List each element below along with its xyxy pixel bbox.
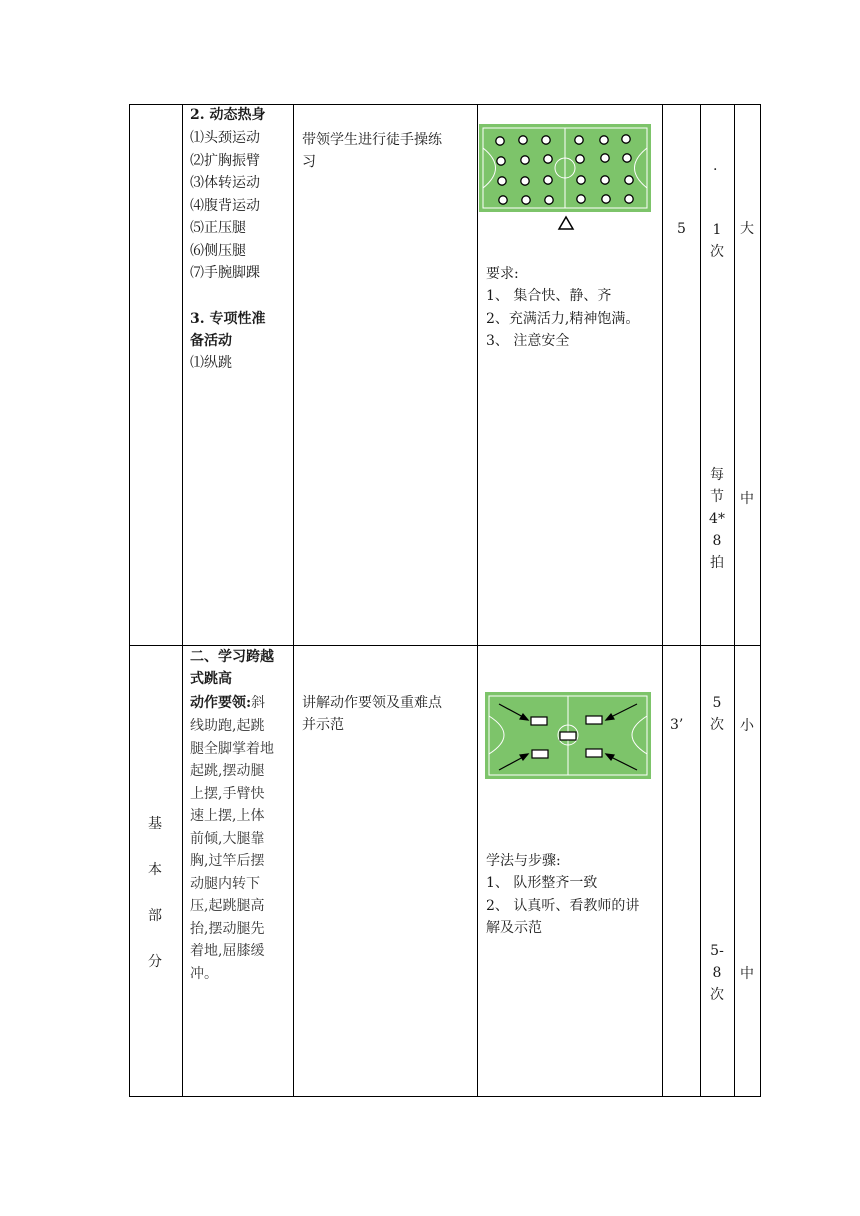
teacher-activity-line: 讲解动作要领及重难点 [302, 695, 442, 711]
key-points-line-1 [190, 692, 265, 715]
special-prep-heading-b: 备活动 [190, 333, 232, 349]
key-points-label: 动作要领: [190, 695, 252, 711]
teacher-activity-line: 并示范 [302, 717, 344, 733]
warmup-item: ⑵扩胸振臂 [190, 152, 260, 169]
col-border-1 [182, 104, 183, 1097]
time-value: 3’ [670, 717, 684, 733]
lesson-heading-b: 式跳高 [190, 671, 232, 687]
table-bottom-border [129, 1096, 761, 1097]
col-border-7 [760, 104, 761, 1097]
warmup-heading: 2. 动态热身 [190, 107, 266, 123]
warmup-item: ⑸正压腿 [190, 220, 246, 236]
special-prep-heading-a: 3. 专项性准 [190, 311, 266, 327]
special-prep-item: ⑴纵跳 [190, 355, 232, 371]
lesson-heading-a: 二、学习跨越 [190, 649, 274, 665]
teacher-activity-line: 带领学生进行徒手操练 [302, 132, 442, 148]
count-b: 每 节 4* 8 拍 [709, 467, 725, 571]
count-a: 1 次 [710, 222, 724, 260]
warmup-item: ⑴头颈运动 [190, 130, 260, 146]
col-border-0 [129, 104, 130, 1097]
method-item: 解及示范 [486, 920, 542, 936]
student-requirement-list [486, 285, 639, 353]
requirement-item: 3、 注意安全 [486, 333, 570, 349]
count-dot: . [713, 158, 718, 174]
teacher-triangle-icon [559, 217, 573, 229]
intensity-a: 小 [740, 718, 754, 734]
section-label: 基 本 部 分 [148, 816, 162, 970]
requirement-item: 2、充满活力,精神饱满。 [486, 310, 640, 327]
col-border-2 [293, 104, 294, 1097]
warmup-formation-diagram [478, 123, 652, 233]
method-item: 1、 队形整齐一致 [486, 875, 598, 891]
key-points-list: 线助跑,起跳 腿全脚掌着地 起跳,摆动腿 上摆,手臂快 速上摆,上体 前倾,大腿靠 胸,过竿后摆 动腿内转下 压,起跳腿高 抬,摆动腿先 着地,屈膝缓 冲。 [190, 718, 274, 982]
warmup-item: ⑹侧压腿 [190, 242, 246, 259]
warmup-item-list [190, 127, 260, 285]
learning-method-label: 学法与步骤: [486, 853, 561, 869]
requirement-item: 1、 集合快、静、齐 [486, 288, 612, 304]
warmup-item: ⑶体转运动 [190, 175, 260, 191]
key-points-text: 斜 [251, 695, 266, 711]
intensity-b: 中 [740, 966, 754, 982]
intensity-a: 大 [740, 221, 754, 237]
warmup-item: ⑺手腕脚踝 [190, 265, 260, 281]
time-value: 5 [677, 221, 686, 237]
col-border-6 [734, 104, 735, 1097]
warmup-item: ⑷腹背运动 [190, 197, 260, 214]
learning-method-list [486, 872, 639, 940]
count-b: 5- 8 次 [710, 943, 724, 1003]
col-border-5 [700, 104, 701, 1097]
teacher-activity-line: 习 [302, 154, 316, 170]
count-a: 5 次 [710, 695, 724, 733]
method-item: 2、 认真听、看教师的讲 [486, 897, 640, 914]
high-jump-court-diagram [485, 692, 651, 782]
student-requirement-label: 要求: [486, 266, 519, 282]
col-border-3 [477, 104, 478, 1097]
intensity-b: 中 [740, 491, 754, 507]
col-border-4 [662, 104, 663, 1097]
